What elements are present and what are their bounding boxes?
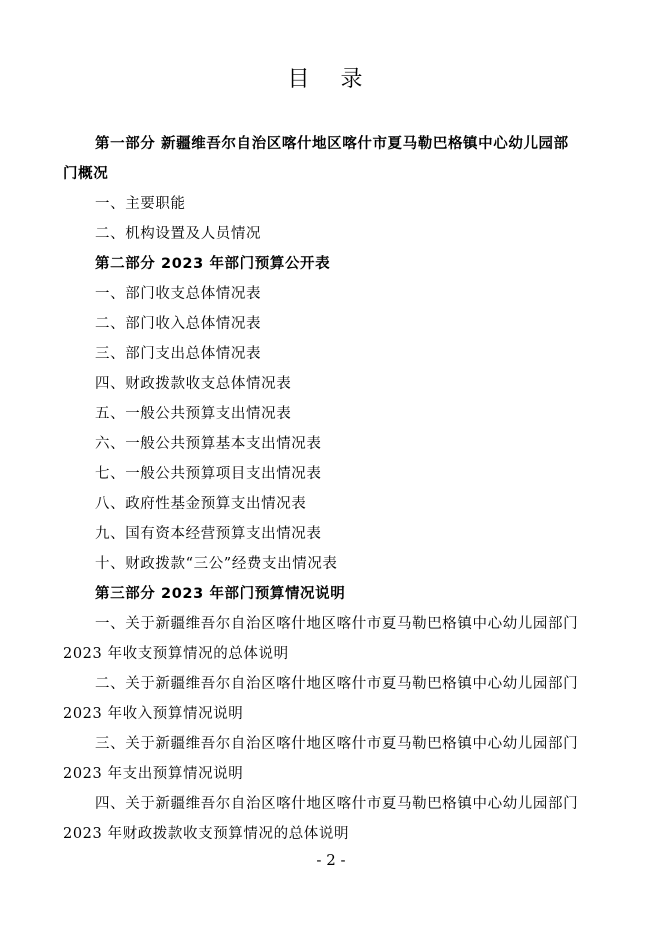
toc-item-line1: 三、关于新疆维吾尔自治区喀什地区喀什市夏马勒巴格镇中心幼儿园部门	[95, 736, 579, 752]
toc-item-line2: 2023 年支出预算情况说明	[63, 766, 244, 782]
toc-item: 九、国有资本经营预算支出情况表	[95, 526, 322, 542]
part1-heading-line1: 第一部分 新疆维吾尔自治区喀什地区喀什市夏马勒巴格镇中心幼儿园部	[95, 136, 569, 152]
toc-item: 一、主要职能	[95, 196, 186, 212]
toc-item-line1: 一、关于新疆维吾尔自治区喀什地区喀什市夏马勒巴格镇中心幼儿园部门	[95, 616, 579, 632]
page-number: - 2 -	[316, 851, 346, 869]
toc-item: 四、财政拨款收支总体情况表	[95, 376, 292, 392]
part2-heading: 第二部分 2023 年部门预算公开表	[95, 256, 331, 272]
toc-item-line2: 2023 年收支预算情况的总体说明	[63, 646, 289, 662]
toc-item: 二、机构设置及人员情况	[95, 226, 262, 242]
toc-item: 六、一般公共预算基本支出情况表	[95, 436, 322, 452]
toc-item: 二、部门收入总体情况表	[95, 316, 262, 332]
toc-item-line1: 二、关于新疆维吾尔自治区喀什地区喀什市夏马勒巴格镇中心幼儿园部门	[95, 676, 579, 692]
toc-item: 一、部门收支总体情况表	[95, 286, 262, 302]
part3-heading: 第三部分 2023 年部门预算情况说明	[95, 586, 346, 602]
toc-item: 七、一般公共预算项目支出情况表	[95, 466, 322, 482]
toc-item: 五、一般公共预算支出情况表	[95, 406, 292, 422]
toc-item: 八、政府性基金预算支出情况表	[95, 496, 307, 512]
toc-item: 三、部门支出总体情况表	[95, 346, 262, 362]
part1-heading-line2: 门概况	[63, 166, 109, 182]
page-title: 目 录	[287, 67, 375, 92]
toc-item-line1: 四、关于新疆维吾尔自治区喀什地区喀什市夏马勒巴格镇中心幼儿园部门	[95, 796, 579, 812]
toc-item-line2: 2023 年财政拨款收支预算情况的总体说明	[63, 826, 350, 842]
toc-item-line2: 2023 年收入预算情况说明	[63, 706, 244, 722]
toc-item: 十、财政拨款“三公”经费支出情况表	[95, 556, 338, 572]
